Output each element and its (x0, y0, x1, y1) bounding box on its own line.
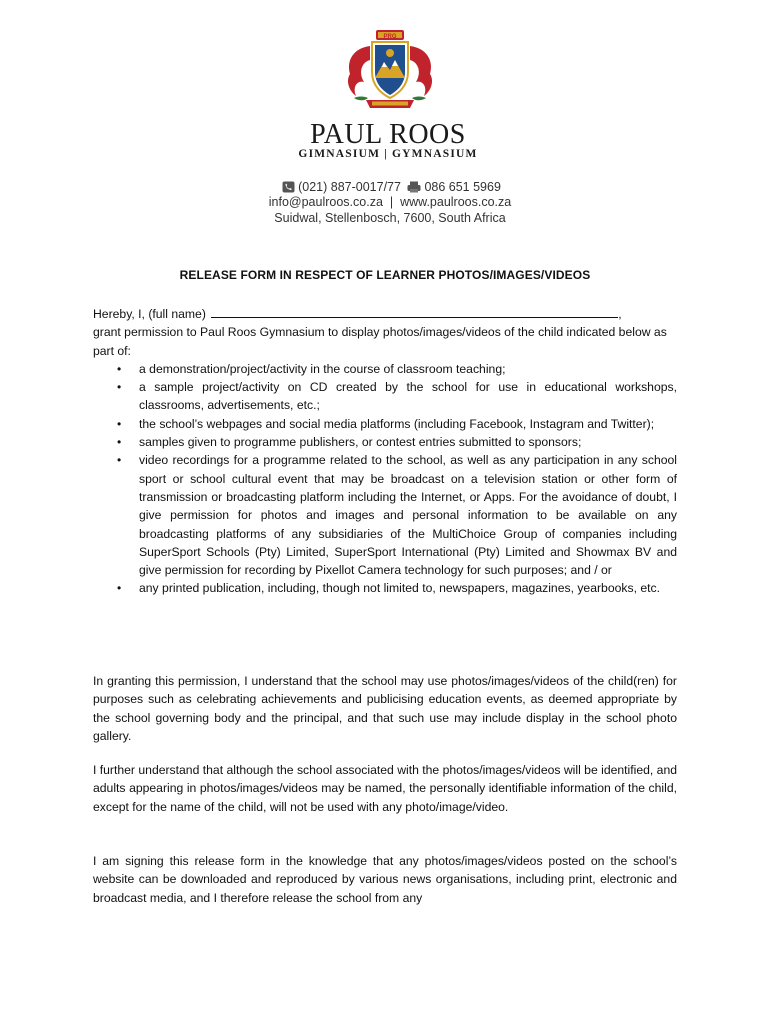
permission-list (93, 360, 677, 598)
intro-suffix: , (618, 307, 622, 321)
svg-text:PRG: PRG (383, 34, 397, 40)
phone-number: (021) 887-0017/77 (298, 180, 401, 194)
school-name: PAUL ROOS (310, 119, 466, 150)
email-address: info@paulroos.co.za (268, 195, 383, 209)
bullet-text: a sample project/activity on CD created by the school for use in educational workshops, classrooms, advertisements, etc.; (139, 380, 677, 413)
paragraph-release: I am signing this release form in the knowledge that any photos/images/videos posted on the school’s website can be downloaded and reproduced by various news organisations, including print, electronic and broadcast media, and I therefore release the school from any (93, 854, 677, 905)
intro-rest: grant permission to Paul Roos Gymnasium to display photos/images/videos of the child indicated below as part of: (93, 325, 667, 358)
school-crest-logo (340, 26, 440, 112)
contact-phone-fax (200, 180, 580, 195)
bullet-symbol: • (117, 380, 122, 395)
list-item (93, 433, 677, 451)
bullet-symbol: • (117, 416, 122, 431)
list-item (93, 360, 677, 378)
bullet-symbol: • (117, 435, 122, 450)
website-address: www.paulroos.co.za (400, 195, 512, 209)
bullet-text: the school’s webpages and social media platforms (including Facebook, Instagram and Twitter); (139, 416, 655, 431)
contact-email-web (200, 195, 580, 209)
bullet-text: any printed publication, including, though not limited to, newspapers, magazines, yearbooks, etc. (139, 581, 660, 596)
bullet-symbol: • (117, 453, 122, 468)
fax-icon (407, 181, 421, 193)
list-item (93, 579, 677, 597)
intro-prefix: Hereby, I, (full name) (93, 307, 206, 321)
bullet-symbol: • (117, 361, 122, 376)
postal-address: Suidwal, Stellenbosch, 7600, South Africa (274, 211, 506, 225)
document-title: RELEASE FORM IN RESPECT OF LEARNER PHOTOS/IMAGES/VIDEOS (179, 268, 591, 282)
contact-separator: | (389, 195, 394, 209)
bullet-text: samples given to programme publishers, or contest entries submitted to sponsors; (139, 435, 582, 450)
paragraph-understanding: I further understand that although the school associated with the photos/images/videos will be identified, and adults appearing in photos/images/videos may be named, the personally identifiable information of the child, except for the name of the child, will not be used with any photo/image/video. (93, 763, 678, 814)
bullet-text: a demonstration/project/activity in the course of classroom teaching; (139, 361, 506, 376)
list-item (93, 378, 677, 415)
intro-line (93, 304, 677, 323)
full-name-field[interactable] (211, 304, 618, 318)
phone-icon (282, 181, 295, 193)
list-item (93, 415, 677, 433)
intro-section (93, 304, 677, 598)
paragraph-granting: In granting this permission, I understand that the school may use photos/images/videos of the child(ren) for purposes such as celebrating achievements and publicising education events, as deemed appropriate by the school governing body and the principal, and that such use may include display in the school photo gallery. (93, 674, 677, 743)
school-subtitle: GIMNASIUM | GYMNASIUM (298, 148, 478, 160)
list-item (93, 451, 677, 579)
bullet-text: video recordings for a programme related to the school, as well as any participation in any school sport or school cultural event that may be broadcast on a television station or other form of transmission or broadcasting platform including the Internet, or Apps. For the avoidance of doubt, I give permission for photos and images and personal information to be available on any broadcasting platforms of any subsidiaries of the MultiChoice Group of companies including SuperSport Schools (Pty) Limited, SuperSport International (Pty) Limited and Showmax BV and give permission for recording by Pixellot Camera technology for such purposes; and / or (139, 453, 677, 578)
bullet-symbol: • (117, 581, 122, 596)
fax-number: 086 651 5969 (424, 180, 501, 194)
